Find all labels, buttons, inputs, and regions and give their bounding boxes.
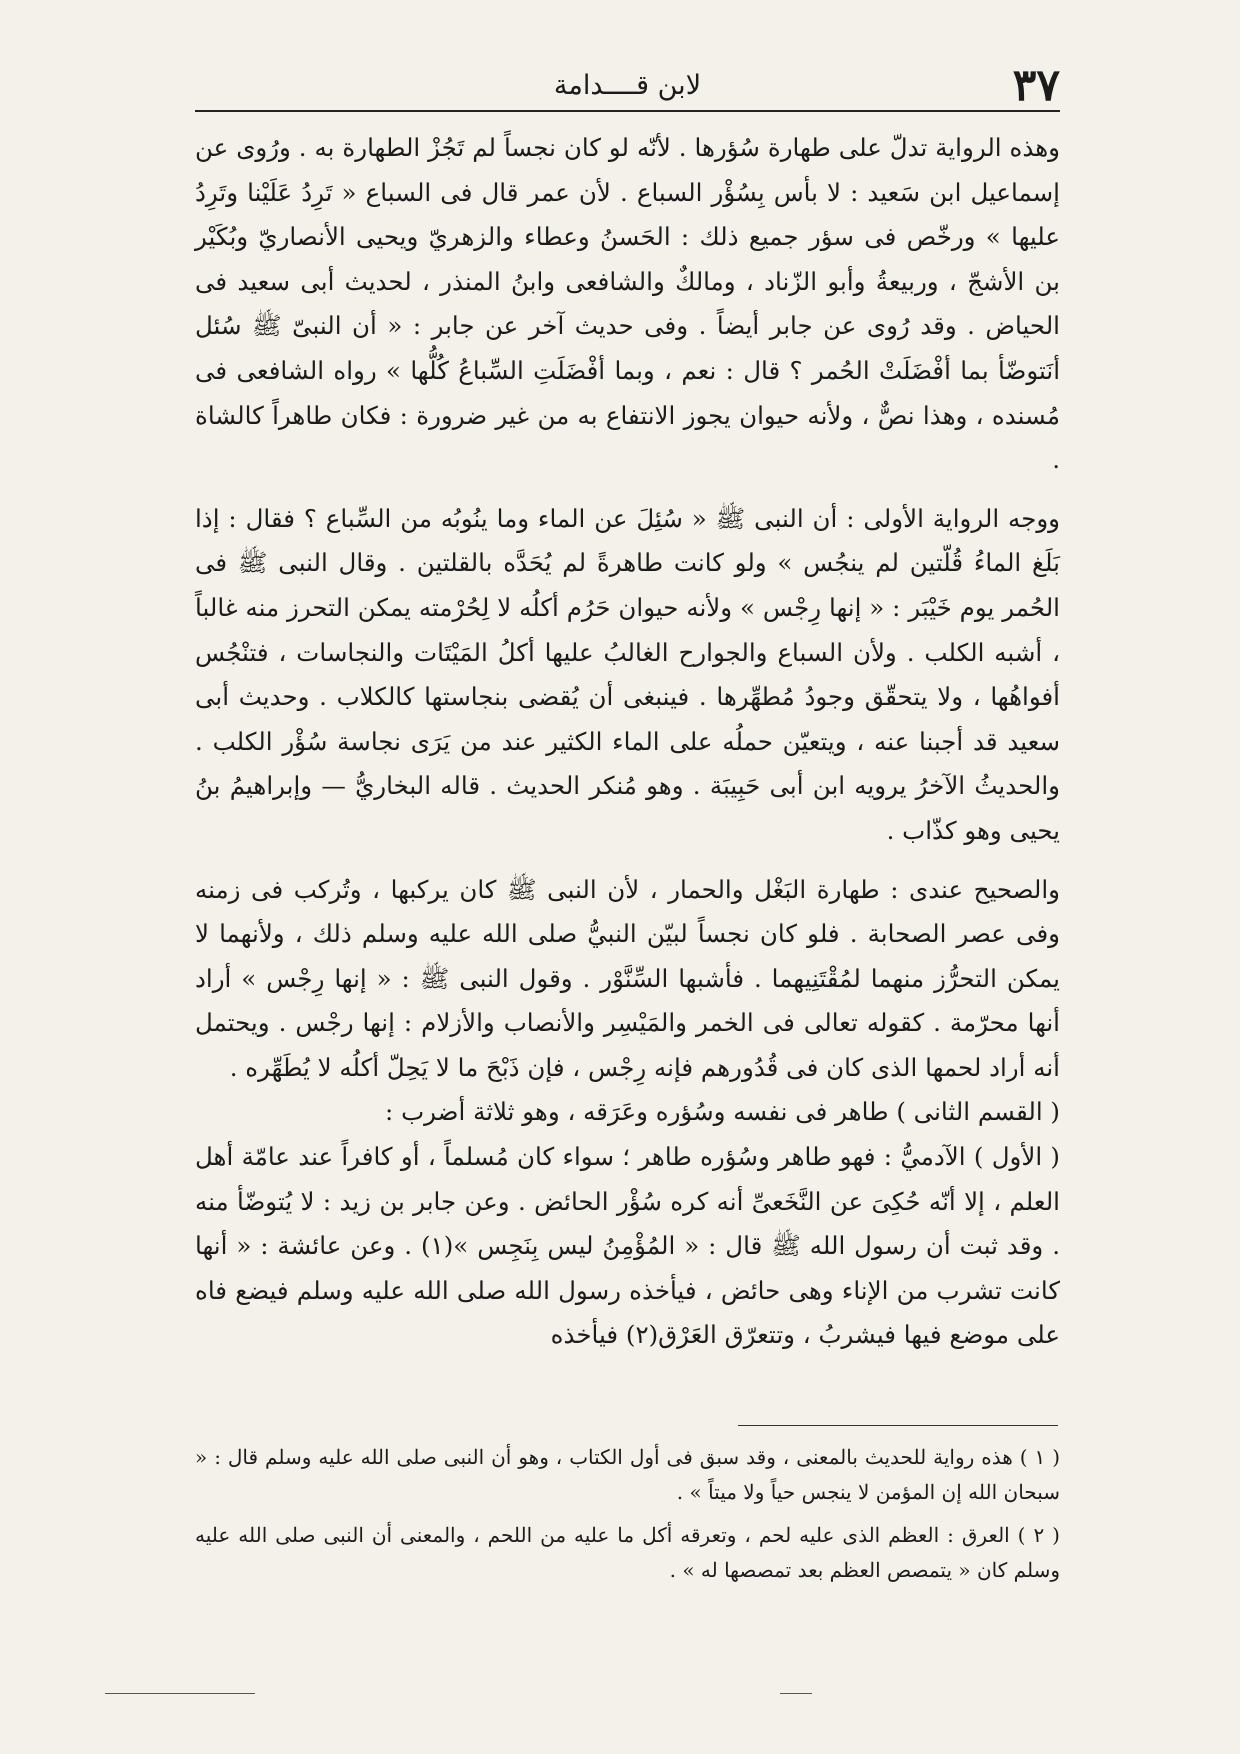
paragraph: ووجه الرواية الأولى : أن النبى ﷺ « سُئِلَ عن الماء وما ينُوبُه من السِّباع ؟ فقال : إذا بَلَغ الماءُ قُلّتين لم ينجُس » ولو كانت طاهرةً لم يُحَدَّه بالقلتين . وقال النبى ﷺ فى الحُمر يوم خَيْبَر : « إنها رِجْس » ولأنه حيوان حَرُم أكلُه لا لِحُرْمته يمكن التحرز منه غالباً ، أشبه الكلب . ولأن السباع والجوارح الغالبُ عليها أكلُ المَيْتَات والنجاسات ، فتنْجُس أفواهُها ، ولا يتحقّق وجودُ مُطهِّرها . فينبغى أن يُقضى بنجاستها كالكلاب . وحديث أبى سعيد قد أجبنا عنه ، ويتعيّن حملُه على الماء الكثير عند من يَرَى نجاسة سُؤْر الكلب . والحديثُ الآخرُ يرويه ابن أبى حَبِيبَة . وهو مُنكر الحديث . قاله البخاريُّ — وإبراهيمُ بنُ يحيى وهو كذّاب .: [195, 503, 1060, 845]
bottom-rule: [780, 1693, 812, 1694]
footnote: ( ٢ ) العرق : العظم الذى عليه لحم ، وتعرقه أكل ما عليه من اللحم ، والمعنى أن النبى صلى الله عليه وسلم كان « يتمصص العظم بعد تمصصها له » .: [195, 1523, 1060, 1582]
page-header: [195, 62, 1060, 112]
main-text: [195, 126, 1060, 1358]
paragraph: والصحيح عندى : طهارة البَغْل والحمار ، لأن النبى ﷺ كان يركبها ، وتُركب فى زمنه وفى عصر الصحابة . فلو كان نجساً لبيّن النبيُّ صلى الله عليه وسلم ذلك ، ولأنهما لا يمكن التحرُّز منهما لمُقْتَنِيهما . فأشبها السِّنَّوْر . وقول النبى ﷺ : « إنها رِجْس » أراد أنها محرّمة . كقوله تعالى فى الخمر والمَيْسِر والأنصاب والأزلام : إنها رجْس . ويحتمل أنه أراد لحمها الذى كان فى قُدُورهم فإنه رِجْس ، فإن ذَبْحَ ما لا يَحِلّ أكلُه لا يُطَهِّره .: [195, 874, 1060, 1082]
running-title: لابن قــــدامة: [553, 70, 702, 101]
footnote: ( ١ ) هذه رواية للحديث بالمعنى ، وقد سبق فى أول الكتاب ، وهو أن النبى صلى الله عليه وسلم قال : « سبحان الله إن المؤمن لا ينجس حياً ولا ميتاً » .: [195, 1445, 1060, 1504]
bottom-rule: [105, 1693, 255, 1694]
paragraph: ( الأول ) الآدميُّ : فهو طاهر وسُؤره طاهر ؛ سواء كان مُسلماً ، أو كافراً عند عامّة أهل العلم ، إلا أنّه حُكِىَ عن النَّخَعىِّ أنه كره سُؤْر الحائض . وعن جابر بن زيد : لا يُتوضّأ منه . وقد ثبت أن رسول الله ﷺ قال : « المُؤْمِنُ ليس بِنَجِس »(١) . وعن عائشة : « أنها كانت تشرب من الإناء وهى حائض ، فيأخذه رسول الله صلى الله عليه وسلم فيضع فاه على موضع فيها فيشربُ ، وتتعرّق العَرْق(٢) فيأخذه: [195, 1142, 1060, 1350]
footnotes: [195, 1440, 1060, 1596]
page-number: ٣٧: [1012, 60, 1060, 111]
paragraph: ( القسم الثانى ) طاهر فى نفسه وسُؤره وعَرَقه ، وهو ثلاثة أضرب :: [385, 1097, 1060, 1127]
header-rule: [195, 110, 1060, 112]
paragraph: وهذه الرواية تدلّ على طهارة سُؤرها . لأنّه لو كان نجساً لم تَجُزْ الطهارة به . ورُوى عن إسماعيل ابن سَعيد : لا بأس بِسُؤْر السباع . لأن عمر قال فى السباع « تَرِدُ عَلَيْنا وتَرِدُ عليها » ورخّص فى سؤر جميع ذلك : الحَسنُ وعطاء والزهريّ ويحيى الأنصاريّ وبُكَيْر بن الأشجّ ، وربيعةُ وأبو الزّناد ، ومالكٌ والشافعى وابنُ المنذر ، لحديث أبى سعيد فى الحياض . وقد رُوى عن جابر أيضاً . وفى حديث آخر عن جابر : « أن النبىّ ﷺ سُئل أنَتوضّأ بما أفْضَلَتْ الحُمر ؟ قال : نعم ، وبما أفْضَلَتِ السِّباعُ كُلُّها » رواه الشافعى فى مُسنده ، وهذا نصٌّ ، ولأنه حيوان يجوز الانتفاع به من غير ضرورة : فكان طاهراً كالشاة .: [195, 133, 1060, 475]
footnote-divider: [738, 1425, 1058, 1426]
